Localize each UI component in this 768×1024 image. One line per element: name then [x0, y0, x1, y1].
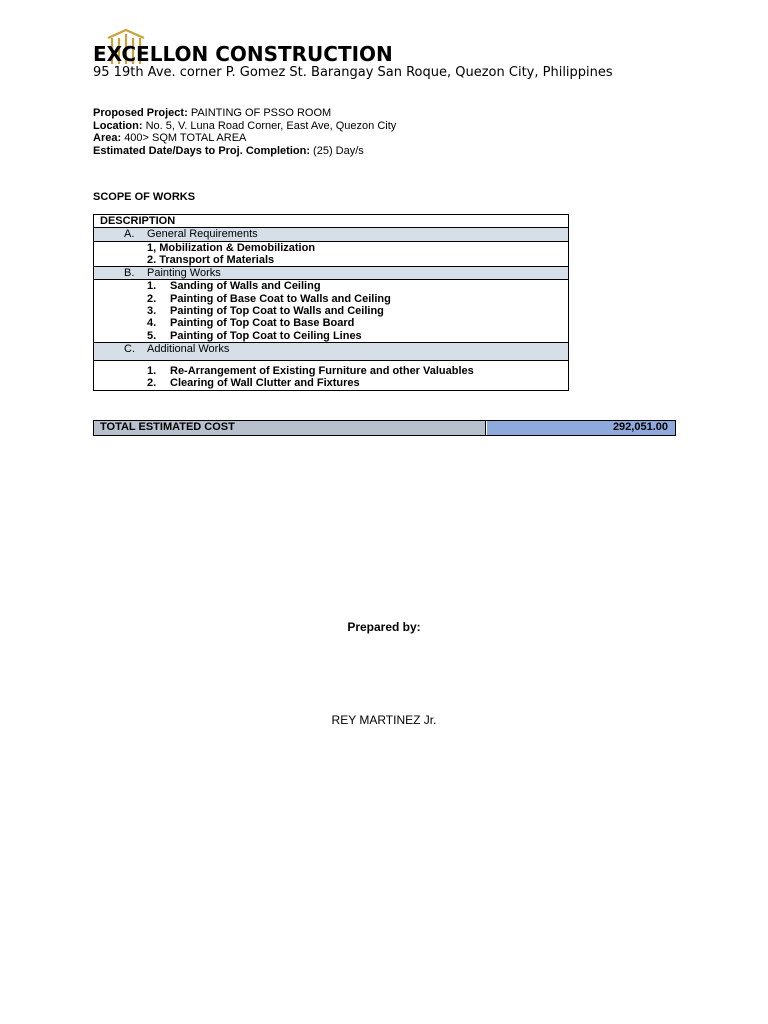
list-item — [94, 305, 568, 317]
item-text: Clearing of Wall Clutter and Fixtures — [170, 377, 360, 390]
location-line — [93, 120, 396, 133]
item-text: 2. Transport of Materials — [147, 253, 275, 266]
item-number: 5. — [147, 329, 157, 342]
description-header: DESCRIPTION — [100, 215, 176, 227]
scope-table — [93, 214, 569, 391]
list-item — [94, 254, 568, 266]
scope-title: SCOPE OF WORKS — [93, 191, 196, 203]
item-text: Sanding of Walls and Ceiling — [170, 280, 321, 293]
section-row-a — [94, 227, 568, 241]
item-number: 2. — [147, 377, 157, 390]
item-number: 4. — [147, 317, 157, 330]
item-text: Painting of Top Coat to Walls and Ceiling — [170, 305, 384, 318]
section-title: Additional Works — [147, 342, 230, 355]
completion-line — [93, 145, 396, 158]
total-cost-value: 292,051.00 — [487, 421, 675, 435]
section-row-c — [94, 342, 568, 361]
section-letter: C. — [124, 342, 135, 355]
list-item — [94, 330, 568, 342]
item-text: Painting of Top Coat to Base Board — [170, 317, 355, 330]
section-title: Painting Works — [147, 267, 221, 280]
location-label: Location: — [93, 119, 143, 132]
prepared-by-label: Prepared by: — [347, 620, 421, 634]
list-item — [94, 377, 568, 390]
total-cost-label: TOTAL ESTIMATED COST — [94, 421, 486, 435]
area-label: Area: — [93, 132, 122, 145]
list-item — [94, 242, 568, 254]
section-title: General Requirements — [147, 228, 258, 241]
proposed-project-label: Proposed Project: — [93, 107, 188, 119]
location-value: No. 5, V. Luna Road Corner, East Ave, Quezon City — [145, 119, 397, 132]
list-item — [94, 317, 568, 329]
completion-value: (25) Day/s — [313, 145, 364, 158]
item-text: 1, Mobilization & Demobilization — [147, 241, 316, 254]
item-number: 1. — [147, 280, 157, 293]
company-name: EXCELLON CONSTRUCTION — [93, 42, 393, 66]
section-letter: A. — [124, 228, 135, 241]
proposed-project-line — [93, 107, 396, 120]
item-number: 1. — [147, 364, 157, 377]
item-number: 3. — [147, 305, 157, 318]
list-item — [94, 280, 568, 292]
item-text: Painting of Base Coat to Walls and Ceiling — [170, 292, 391, 305]
proposed-project-value: PAINTING OF PSSO ROOM — [190, 107, 332, 119]
list-item — [94, 365, 568, 377]
list-item — [94, 293, 568, 305]
item-text: Painting of Top Coat to Ceiling Lines — [170, 329, 362, 342]
completion-label: Estimated Date/Days to Proj. Completion: — [93, 145, 310, 158]
scope-header-row — [94, 215, 568, 227]
company-address: 95 19th Ave. corner P. Gomez St. Barangay San Roque, Quezon City, Philippines — [93, 65, 613, 80]
item-number: 2. — [147, 292, 157, 305]
section-letter: B. — [124, 267, 135, 280]
area-line — [93, 132, 396, 145]
total-cost-bar — [93, 420, 676, 436]
preparer-name: REY MARTINEZ Jr. — [331, 713, 437, 727]
section-row-b — [94, 266, 568, 280]
item-text: Re-Arrangement of Existing Furniture and other Valuables — [170, 364, 474, 377]
area-value: 400> SQM TOTAL AREA — [124, 132, 247, 145]
project-info — [93, 107, 396, 158]
